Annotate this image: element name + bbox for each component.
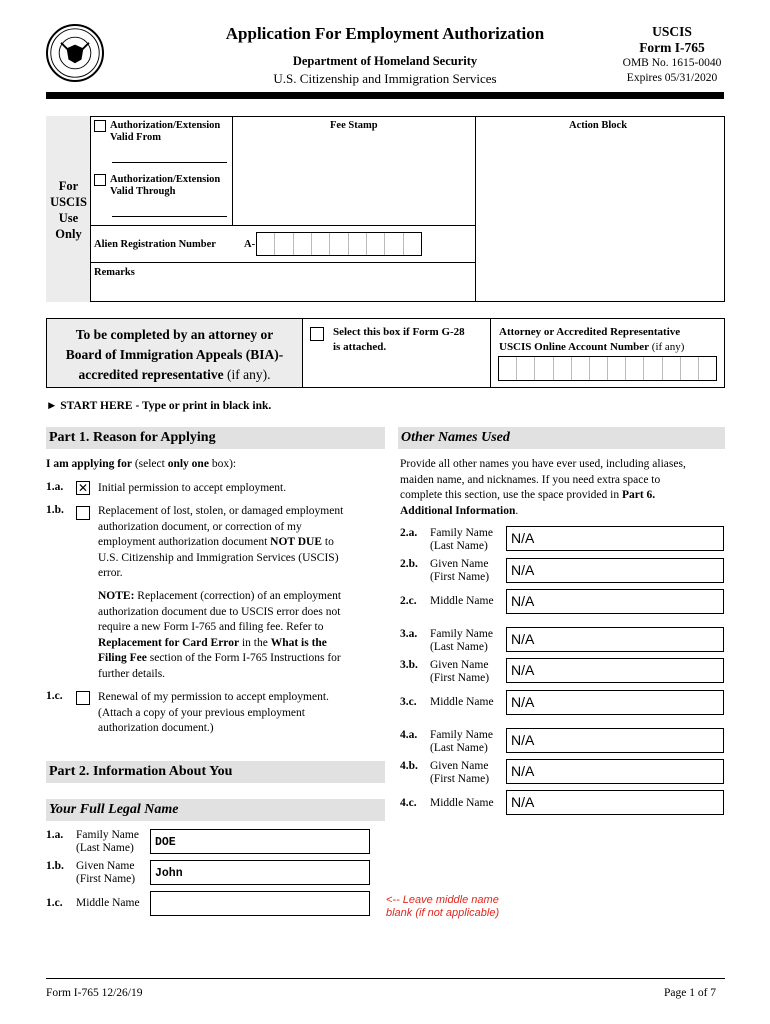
- valid-through-checkbox[interactable]: [94, 174, 106, 186]
- item-4a-number: 4.a.: [400, 729, 418, 741]
- item-2-1c-number: 1.c.: [46, 897, 63, 909]
- for-uscis-use-only-label: For USCIS Use Only: [46, 116, 91, 302]
- other-given-name-input-2[interactable]: N/A: [506, 658, 724, 683]
- valid-from-label: Authorization/Extension Valid From: [110, 120, 221, 143]
- other-middle-name-input-3[interactable]: N/A: [506, 790, 724, 815]
- a-number-prefix: A-: [244, 239, 256, 250]
- item-2-1a-number: 1.a.: [46, 829, 64, 841]
- item-3a-number: 3.a.: [400, 628, 418, 640]
- other-names-heading: Other Names Used: [398, 427, 725, 449]
- department-name: Department of Homeland Security: [292, 54, 478, 68]
- item-4b-number: 4.b.: [400, 760, 418, 772]
- alien-registration-input[interactable]: [256, 232, 422, 256]
- other-given-name-label: Given Name (First Name): [430, 760, 490, 785]
- attorney-account-label: Attorney or Accredited Representative USCIS Online Account Number (if any): [499, 326, 685, 353]
- g28-attached-checkbox[interactable]: [310, 327, 324, 341]
- valid-from-checkbox[interactable]: [94, 120, 106, 132]
- full-legal-name-heading: Your Full Legal Name: [46, 799, 385, 821]
- remarks-label: Remarks: [94, 267, 135, 278]
- other-family-name-input-1[interactable]: N/A: [506, 526, 724, 551]
- initial-permission-label: Initial permission to accept employment.: [98, 482, 287, 494]
- part1-heading: Part 1. Reason for Applying: [46, 427, 385, 449]
- other-given-name-label: Given Name (First Name): [430, 558, 490, 583]
- start-here-instruction: ► START HERE - Type or print in black ink.: [46, 400, 272, 412]
- part2-heading: Part 2. Information About You: [46, 761, 385, 783]
- replacement-note: NOTE: Replacement (correction) of an employment authorization document due to USCIS error does not require a new Form I-765 and filing fee. Refer to Replacement for Card Error in the What is the Filing Fee section of the Form I-765 Instructions for further details.: [98, 590, 342, 680]
- form-number: Form I-765: [639, 40, 705, 55]
- valid-through-line: [112, 216, 227, 217]
- g28-label: Select this box if Form G-28 is attached.: [333, 326, 465, 353]
- form-identifier-block: [612, 24, 732, 86]
- other-given-name-input-3[interactable]: N/A: [506, 759, 724, 784]
- other-given-name-input-1[interactable]: N/A: [506, 558, 724, 583]
- header-divider: [46, 92, 724, 99]
- family-name-input[interactable]: DOE: [150, 829, 370, 854]
- divider: [475, 116, 476, 302]
- item-2c-number: 2.c.: [400, 595, 417, 607]
- middle-name-hint: <-- Leave middle name blank (if not applicable): [386, 894, 500, 919]
- other-family-name-input-3[interactable]: N/A: [506, 728, 724, 753]
- other-middle-name-label: Middle Name: [430, 595, 494, 607]
- item-2-1b-number: 1.b.: [46, 860, 64, 872]
- item-1b-number: 1.b.: [46, 504, 64, 516]
- middle-name-input[interactable]: [150, 891, 370, 916]
- other-given-name-label: Given Name (First Name): [430, 659, 490, 684]
- divider: [232, 116, 233, 225]
- middle-name-label: Middle Name: [76, 897, 140, 909]
- applying-for-instruction: I am applying for (select only one box):: [46, 458, 237, 470]
- replacement-checkbox[interactable]: [76, 506, 90, 520]
- other-names-instructions: Provide all other names you have ever used, including aliases, maiden name, and nicknames. If you need extra space to complete this section, use the space provided in Part 6. Additional Information.: [400, 458, 686, 517]
- fee-stamp-label: Fee Stamp: [330, 120, 378, 131]
- other-middle-name-label: Middle Name: [430, 797, 494, 809]
- item-4c-number: 4.c.: [400, 797, 417, 809]
- family-name-label: Family Name (Last Name): [76, 829, 139, 854]
- alien-registration-label: Alien Registration Number: [94, 239, 216, 250]
- expiration-date: Expires 05/31/2020: [626, 72, 718, 84]
- valid-through-label: Authorization/Extension Valid Through: [110, 174, 221, 197]
- renewal-checkbox[interactable]: [76, 691, 90, 705]
- replacement-label: Replacement of lost, stolen, or damaged employment authorization document, or correction of my employment authorization document NOT DUE to U.S. Citizenship and Immigration Services (USCIS) error.: [98, 505, 344, 579]
- divider: [91, 262, 475, 263]
- attorney-account-number-input[interactable]: [498, 356, 717, 381]
- form-title: Application For Employment Authorization: [225, 24, 545, 43]
- item-1a-number: 1.a.: [46, 481, 64, 493]
- footer-divider: [46, 978, 725, 979]
- item-2b-number: 2.b.: [400, 558, 418, 570]
- item-1c-number: 1.c.: [46, 690, 63, 702]
- item-3c-number: 3.c.: [400, 696, 417, 708]
- uscis-label: USCIS: [652, 24, 692, 39]
- other-middle-name-input-1[interactable]: N/A: [506, 589, 724, 614]
- dhs-seal-logo: [46, 24, 104, 82]
- other-family-name-input-2[interactable]: N/A: [506, 627, 724, 652]
- other-family-name-label: Family Name (Last Name): [430, 729, 493, 754]
- other-middle-name-input-2[interactable]: N/A: [506, 690, 724, 715]
- other-middle-name-label: Middle Name: [430, 696, 494, 708]
- footer-form-id: Form I-765 12/26/19: [46, 987, 143, 999]
- divider: [490, 318, 491, 388]
- other-family-name-label: Family Name (Last Name): [430, 628, 493, 653]
- agency-name: U.S. Citizenship and Immigration Services: [273, 71, 497, 86]
- other-family-name-label: Family Name (Last Name): [430, 527, 493, 552]
- omb-number: OMB No. 1615-0040: [622, 57, 722, 69]
- valid-from-line: [112, 162, 227, 163]
- item-3b-number: 3.b.: [400, 659, 418, 671]
- footer-page-number: Page 1 of 7: [664, 987, 717, 999]
- given-name-input[interactable]: John: [150, 860, 370, 885]
- divider: [91, 225, 475, 226]
- attorney-section-label: To be completed by an attorney or Board of Immigration Appeals (BIA)- accredited representative (if any).: [46, 318, 303, 388]
- action-block-label: Action Block: [569, 120, 628, 131]
- item-2a-number: 2.a.: [400, 527, 418, 539]
- given-name-label: Given Name (First Name): [76, 860, 136, 885]
- renewal-label: Renewal of my permission to accept employment. (Attach a copy of your previous employment authorization document.): [98, 691, 329, 734]
- initial-permission-checkbox[interactable]: ✕: [77, 481, 89, 495]
